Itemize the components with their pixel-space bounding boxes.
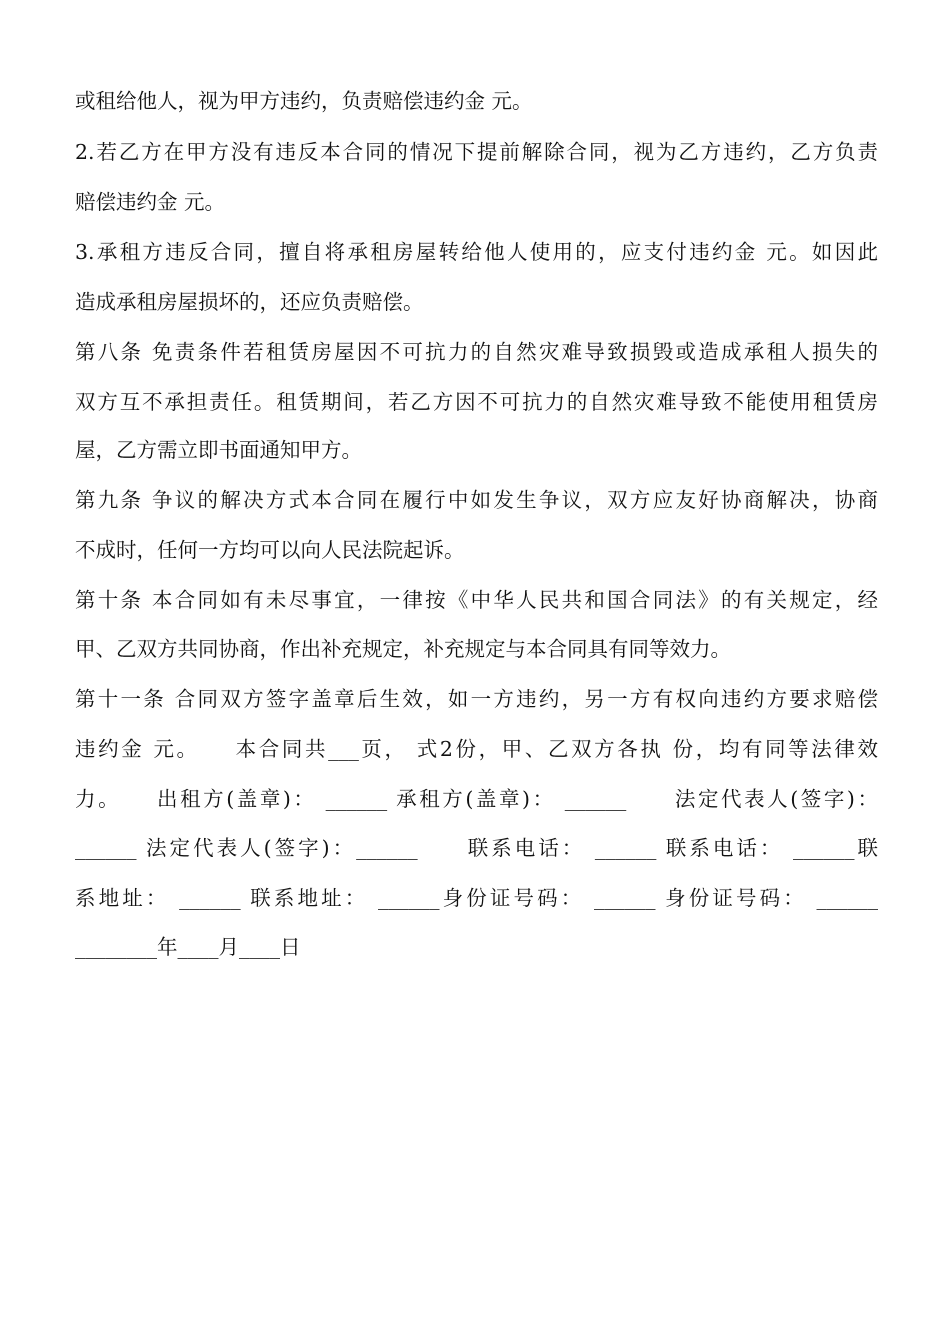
text-line-13: 第十一条 合同双方签字盖章后生效，如一方违约，另一方有权向违约方要求赔偿 <box>75 687 878 711</box>
text-line-1: 或租给他人，视为甲方违约，负责赔偿违约金 元。 <box>75 89 533 113</box>
text-line-10: 不成时，任何一方均可以向人民法院起诉。 <box>75 538 465 562</box>
text-line-7: 双方互不承担责任。租赁期间，若乙方因不可抗力的自然灾难导致不能使用租赁房 <box>75 390 878 414</box>
text-line-15: 力。 出租方(盖章)： ______ 承租方(盖章)： ______ 法定代表人(签字)： <box>75 787 878 811</box>
text-line-14: 违约金 元。 本合同共___页， 式2份，甲、乙双方各执 份，均有同等法律效 <box>75 737 878 761</box>
text-line-2: 2.若乙方在甲方没有违反本合同的情况下提前解除合同，视为乙方违约，乙方负责 <box>75 140 878 164</box>
text-line-17: 系地址： ______ 联系地址： ______身份证号码： ______ 身份证号码： ______ <box>75 886 878 910</box>
text-line-4: 3.承租方违反合同，擅自将承租房屋转给他人使用的，应支付违约金 元。如因此 <box>75 240 878 264</box>
text-line-11: 第十条 本合同如有未尽事宜，一律按《中华人民共和国合同法》的有关规定，经 <box>75 588 878 612</box>
text-line-9: 第九条 争议的解决方式本合同在履行中如发生争议，双方应友好协商解决，协商 <box>75 488 878 512</box>
text-line-8: 屋，乙方需立即书面通知甲方。 <box>75 438 362 462</box>
text-line-3: 赔偿违约金 元。 <box>75 190 226 214</box>
text-line-5: 造成承租房屋损坏的，还应负责赔偿。 <box>75 290 424 314</box>
date-line: ________年____月____日 <box>75 935 301 959</box>
text-line-6: 第八条 免责条件若租赁房屋因不可抗力的自然灾难导致损毁或造成承租人损失的 <box>75 340 878 364</box>
text-line-16: ______ 法定代表人(签字)：______ 联系电话： ______ 联系电话： ______联 <box>75 836 878 860</box>
text-line-12: 甲、乙双方共同协商，作出补充规定，补充规定与本合同具有同等效力。 <box>75 637 731 661</box>
